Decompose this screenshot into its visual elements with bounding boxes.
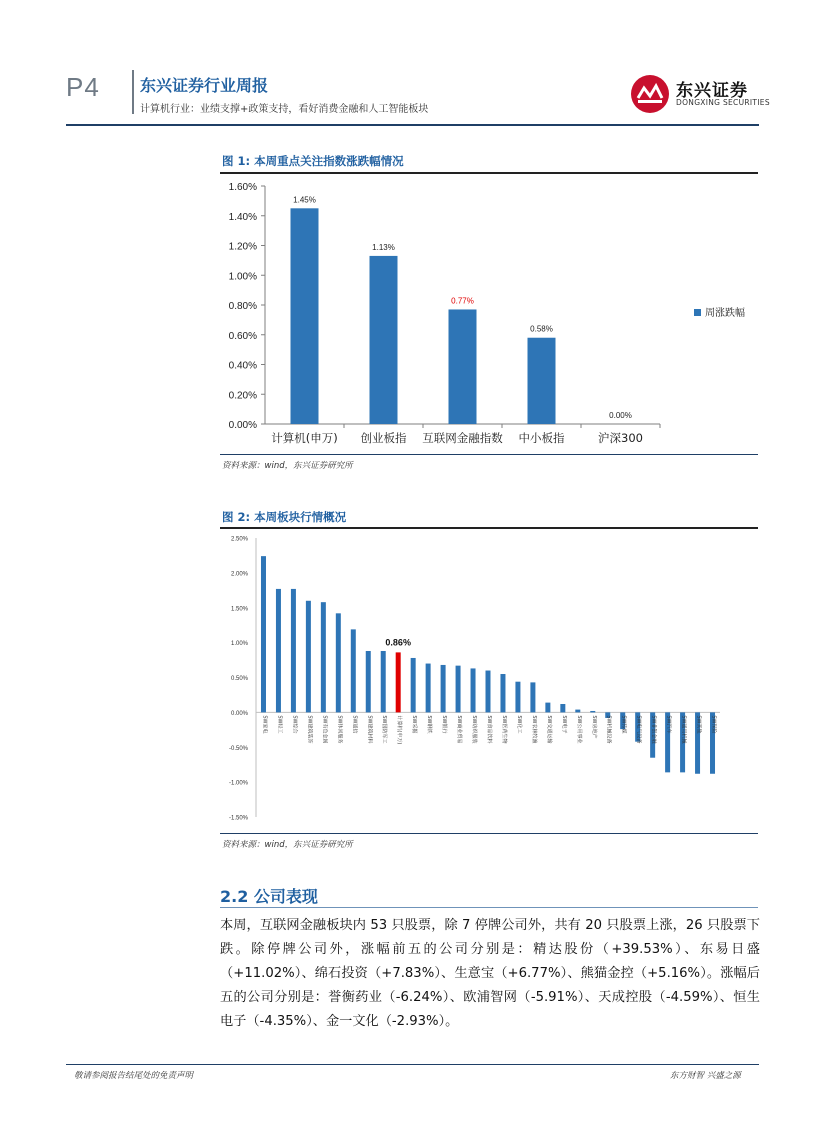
chart2-category-label: SW房地产 (590, 715, 597, 739)
chart2-y-tick-label: 1.00% (230, 641, 248, 648)
chart2-category-label: SW纺织服装 (471, 715, 478, 744)
footer-disclaimer: 敬请参阅报告结尾处的免责声明 (74, 1071, 194, 1081)
chart2-category-label: SW建筑材料 (366, 715, 373, 744)
chart2-bar (500, 674, 505, 712)
chart2-bar (321, 602, 326, 712)
section-title: 2.2 公司表现 (220, 887, 318, 906)
chart1-data-label: 0.00% (609, 411, 632, 420)
chart1-data-label: 0.77% (451, 296, 474, 306)
chart2-category-label: SW食品饮料 (486, 715, 492, 744)
chart1-bar (370, 256, 398, 424)
chart1-category-label: 沪深300 (598, 431, 643, 445)
report-subtitle: 计算机行业：业绩支撑+政策支持，看好消费金融和人工智能板块 (140, 104, 429, 115)
chart1-y-tick-label: 1.20% (228, 241, 257, 253)
chart2-y-tick-label: 1.50% (230, 606, 248, 613)
chart2-bar (336, 613, 341, 712)
chart2-category-label: SW交通运输 (545, 715, 552, 744)
chart2-category-label: SW公用事业 (575, 715, 582, 744)
chart2-y-tick-label: -1.00% (228, 780, 248, 787)
chart2-category-label: SW综合 (291, 715, 298, 734)
chart2-y-tick-label: 2.00% (230, 571, 248, 578)
chart2-bar (261, 556, 266, 712)
chart2-bar (381, 651, 386, 712)
chart2-category-label: SW传媒 (620, 715, 627, 734)
chart1-legend-swatch (694, 309, 701, 316)
figure1-chart (220, 174, 758, 452)
chart1-category-label: 中小板指 (518, 431, 565, 445)
chart2-bar (276, 589, 281, 712)
chart2-category-label: SW银行 (441, 715, 448, 734)
chart2-category-label: SW有色金属 (321, 715, 328, 744)
chart2-category-label: SW化工 (515, 715, 522, 734)
chart2-category-label: 计算机(申万) (396, 715, 403, 745)
chart1-category-label: 互联网金融指数 (422, 431, 503, 445)
figure2-top-rule (220, 527, 758, 529)
chart2-category-label: SW机械设备 (605, 715, 612, 744)
chart2-category-label: SW轻工 (276, 715, 283, 734)
chart2-highlight-label: 0.86% (385, 637, 411, 648)
chart1-y-tick-label: 0.00% (228, 420, 257, 431)
chart2-bar (575, 710, 580, 713)
logo-text-cn: 东兴证券 (676, 81, 748, 101)
chart2-bar (545, 703, 550, 713)
chart2-category-label: SW钢铁 (426, 715, 433, 734)
chart1-data-label: 1.45% (293, 195, 316, 205)
chart2-y-tick-label: 0.50% (230, 676, 248, 682)
chart2-category-label: SW保险 (710, 715, 717, 734)
section-paragraph: 本周，互联网金融板块内 53 只股票，除 7 停牌公司外，共有 20 只股票上涨，26 只股票下跌。除停牌公司外，涨幅前五的公司分别是：精达股份（+39.53%）、东易日盛（+11.02%）、绵石投资（+7.83%）、生意宝（+6.77%）、熊猫金控（+5.16%）。涨幅后五的公司分别是：誉衡药业（-6.24%）、欧浦智网（-5.91%）、天成控股（-4.59%）、恒生电子（-4.35%）、金一文化（-2.93%）。 (220, 918, 760, 1029)
figure2-title: 图 2: 本周板块行情概况 (222, 510, 347, 524)
chart1-y-tick-label: 1.60% (228, 182, 257, 193)
chart2-bar (590, 711, 595, 712)
chart1-y-tick-label: 1.40% (228, 211, 257, 223)
chart2-category-label: SW家电 (261, 715, 268, 734)
chart2-bar (351, 629, 356, 712)
figure1-source: 资料来源：wind，东兴证券研究所 (222, 461, 353, 471)
chart1-category-label: 创业板指 (360, 431, 407, 445)
chart2-category-label: SW电子 (560, 715, 567, 734)
chart2-category-label: SW其他 (695, 715, 702, 734)
chart1-y-tick-label: 0.60% (228, 330, 257, 342)
chart2-bar (306, 601, 311, 713)
chart2-bar (515, 682, 520, 713)
chart2-bar (441, 665, 446, 712)
chart2-category-label: SW建筑装饰 (306, 715, 313, 744)
figure2-source: 资料来源：wind，东兴证券研究所 (222, 840, 353, 850)
chart2-bar (366, 651, 371, 712)
report-title: 东兴证券行业周报 (140, 76, 269, 95)
chart2-bar (530, 682, 535, 712)
figure2-chart (220, 530, 758, 830)
chart2-category-label: SW通信 (351, 715, 358, 734)
chart1-y-tick-label: 0.20% (228, 390, 257, 402)
figure1-title: 图 1: 本周重点关注指数涨跌幅情况 (222, 154, 404, 168)
chart2-category-label: SW汽车 (665, 715, 672, 734)
chart2-bar (486, 671, 491, 713)
chart2-category-label: SW医药生物 (500, 715, 507, 744)
section-rule (220, 907, 758, 908)
chart2-category-label: SW商业贸易 (456, 715, 463, 744)
chart2-category-label: SW采掘 (411, 715, 418, 734)
header-divider (132, 70, 134, 114)
chart2-bar (396, 652, 401, 712)
chart2-category-label: SW国防军工 (381, 715, 388, 744)
footer-rule (66, 1064, 759, 1065)
header-rule (66, 124, 759, 126)
chart2-category-label: SW休闲服务 (336, 715, 343, 744)
chart1-y-tick-label: 0.80% (228, 301, 257, 312)
chart2-category-label: SW电气设备 (635, 715, 642, 744)
chart1-legend-label: 周涨跌幅 (705, 308, 745, 319)
chart1-y-tick-label: 0.40% (228, 360, 257, 372)
chart2-category-label: SW农林牧渔 (530, 715, 537, 744)
chart1-bar (449, 309, 477, 424)
chart2-y-tick-label: 0.00% (230, 710, 248, 717)
chart2-bar (426, 664, 431, 713)
figure2-source-rule (220, 833, 758, 834)
chart2-bar (456, 666, 461, 713)
chart2-bar (471, 668, 476, 712)
chart2-bar (560, 704, 565, 712)
page-number: P4 (66, 72, 100, 102)
chart1-data-label: 0.58% (530, 324, 553, 334)
chart2-y-tick-label: -0.50% (228, 745, 248, 752)
chart2-bar (411, 658, 416, 712)
figure1-source-rule (220, 454, 758, 455)
chart2-y-tick-label: 2.50% (230, 536, 248, 543)
logo-text-en: DONGXING SECURITIES (676, 98, 770, 107)
chart1-data-label: 1.13% (372, 242, 395, 252)
chart1-y-tick-label: 1.00% (228, 271, 257, 283)
chart2-bar (291, 589, 296, 712)
chart2-category-label: SW通用机械 (680, 715, 687, 744)
chart2-category-label: SW非银金融 (650, 715, 657, 744)
footer-slogan: 东方财智 兴盛之源 (670, 1071, 741, 1081)
chart1-bar (291, 208, 319, 424)
chart1-bar (528, 338, 556, 424)
chart1-category-label: 计算机(申万) (271, 431, 338, 445)
chart2-y-tick-label: -1.50% (228, 815, 248, 822)
